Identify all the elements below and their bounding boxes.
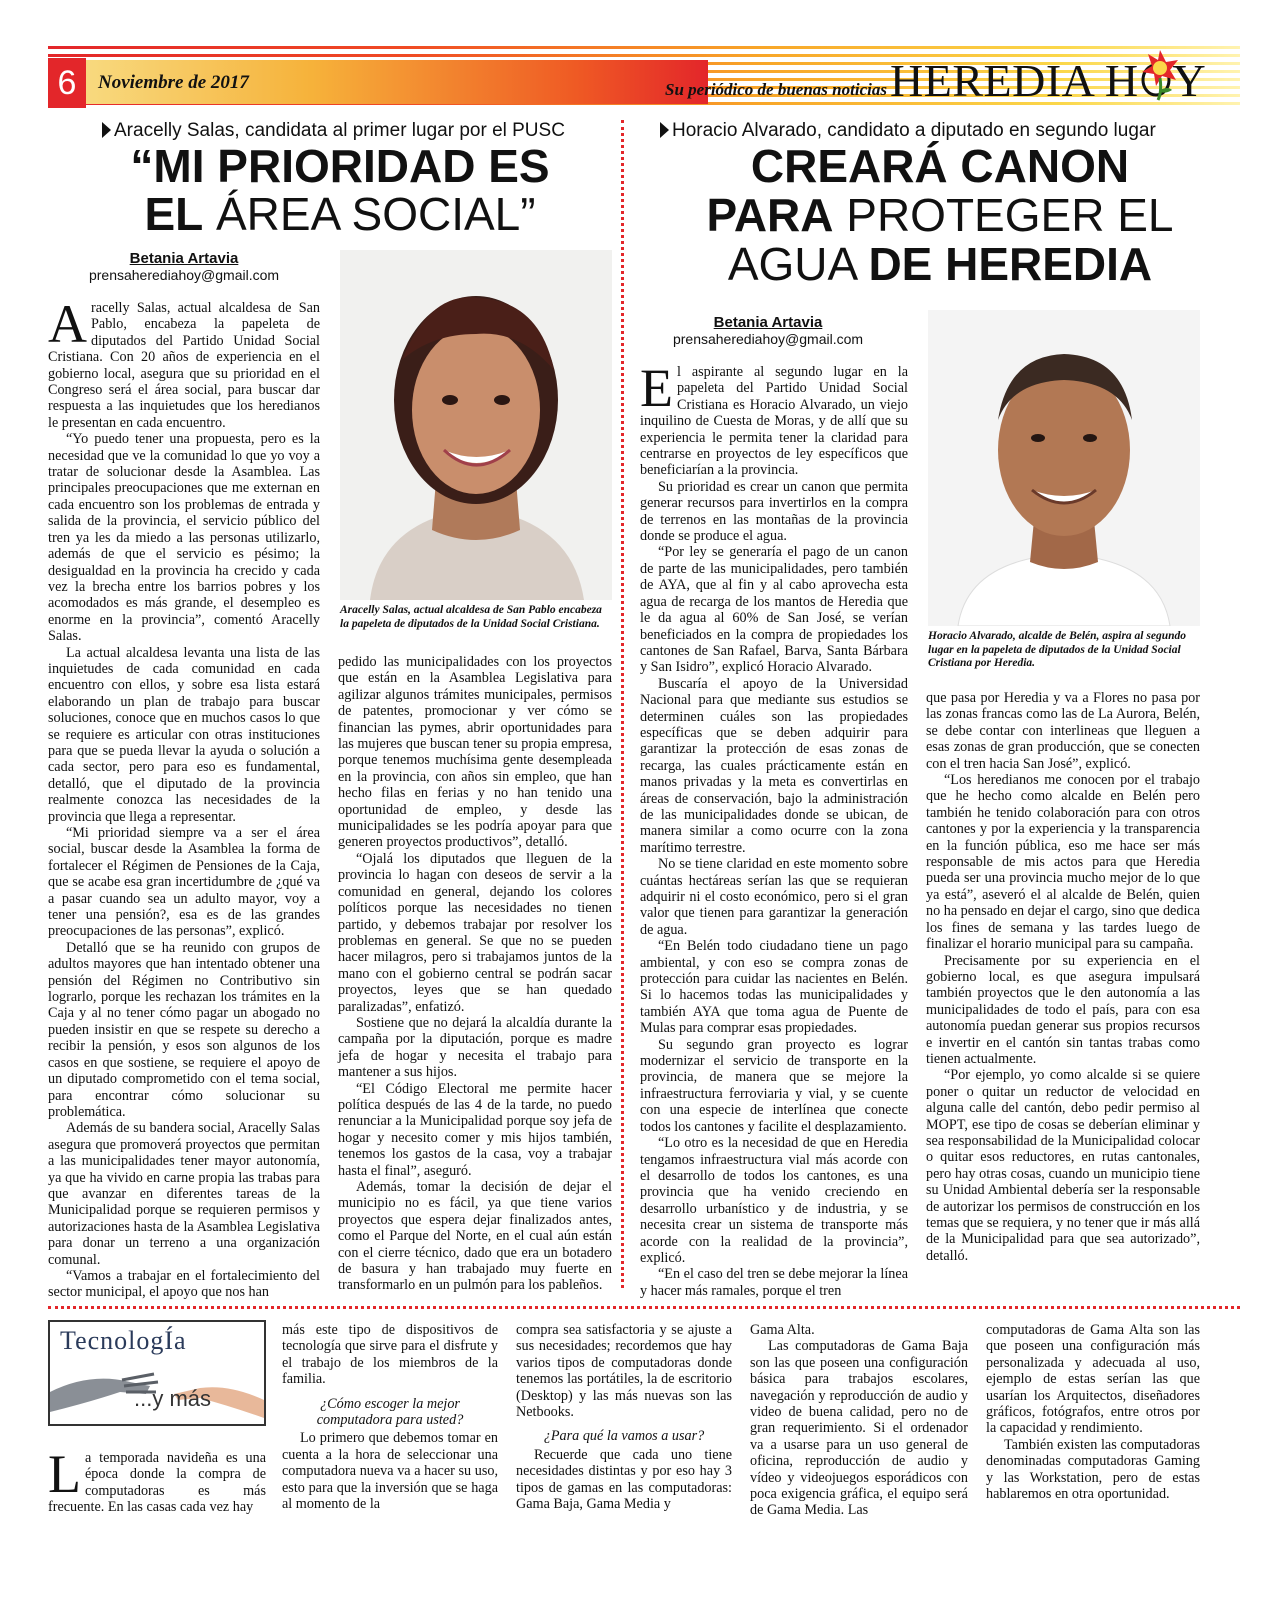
right-body-col1	[640, 358, 908, 1299]
left-byline	[64, 250, 304, 283]
tech-subhead-2: ¿Para qué la vamos a usar?	[543, 1428, 705, 1445]
tech-col4	[750, 1322, 968, 1519]
right-p4: Buscaría el apoyo de la Universidad Nacional para que mediante sus estudios se determinen cuáles son las propiedades específicas que se deben adquirir para garantizar la protección de esas zonas de recarga, las cuales prácticamente están en manos privadas y la meta es convertirlas en áreas de conservación, bajo la administración de las municipalidades donde se ubican, de manera similar a como ocurre con la zona marítimo terrestre.	[640, 675, 908, 856]
left-p5: Detalló que se ha reunido con grupos de adultos mayores que han intentado obtener una pensión del Régimen no Contributivo sin lograrlo, porque les rechazan los trámites en la Caja y al no tener cómo pagar un abogado no pueden insistir en que se respete su derecho a recibir la pensión, y esos son algunos de los casos en que sostiene, se requiere el apoyo de un diputado comprometido con el tema social, para encontrar cómo solucionar su problemática.	[48, 939, 320, 1120]
tech-p4: compra sea satisfactoria y se ajuste a sus necesidades; recordemos que hay varios tipos de computadoras donde tenemos las portátiles, la de escritorio (Desktop) y las más nuevas son las Netbooks.	[516, 1322, 732, 1421]
left-p6: Además de su bandera social, Aracelly Salas asegura que promoverá proyectos que permitan a las municipalidades tener mayor autonomía, ya que ha vivido en carne propia las trabas para que avanzar en diferentes tareas de la Municipalidad porque se requieren permisos y autorizaciones hasta de la Asamblea Legislativa para donar un terreno a una organización comunal.	[48, 1120, 320, 1268]
left-p4: “Mi prioridad siempre va a ser el área social, buscar desde la Asamblea la forma de fortalecer el Régimen de Pensiones de la Caja, que se acabe esa gran incertidumbre de ¿qué va a pasar cuando sea un adulto mayor, voy a tener una pensión?, esa es de las grandes preocupaciones de las personas”, explicó.	[48, 825, 320, 940]
right-p2: Su prioridad es crear un canon que permita generar recursos para invertirlos en la compra de terrenos en las montañas de la provincia donde se produce el agua.	[640, 478, 908, 545]
right-headline-line1: CREARÁ CANON	[750, 140, 1130, 192]
left-p1: racelly Salas, actual alcaldesa de San Pablo, encabeza la papeleta de diputados del Partido Unidad Social Cristiana. Con 20 años de experiencia en el gobierno local, asegura que su prioridad en el Congreso será el área social, para buscar dar respuesta a las inquietudes que los heredianos le presentan en cada encuentro.	[48, 300, 320, 431]
kicker-triangle-icon	[660, 122, 669, 138]
tecnologia-title: TecnologÍa	[60, 1326, 187, 1355]
tech-p2: más este tipo de dispositivos de tecnología que sirve para el disfrute y el trabajo de los miembros de la familia.	[282, 1322, 498, 1388]
tech-p7: Las computadoras de Gama Baja son las que poseen una configuración básica para trabajos escolares, navegación y reproducción de audio y video de buena calidad, pero no de gran requerimiento. Si el ordenador va a usarse para un uso general de oficina, reproducción de audio y vídeo y videojuegos esporádicos con poca exigencia gráfica, el equipo será de Gama Media. Las	[750, 1338, 968, 1519]
right-author-email[interactable]: prensaherediahoy@gmail.com	[672, 331, 864, 347]
right-p5: No se tiene claridad en este momento sobre cuántas hectáreas serían las que se requieran adquirir ni el costo económico, pero si el gran valor que tienen para garantizar la generación de agua.	[640, 856, 908, 938]
right-headline-line2-bold: PARA	[706, 189, 834, 241]
left-headline	[70, 142, 610, 238]
left-kicker-text: Aracelly Salas, candidata al primer lugar por el PUSC	[114, 120, 565, 141]
horacio-alvarado-photo	[928, 310, 1200, 626]
right-p7: Su segundo gran proyecto es lograr modernizar el servicio de transporte en la provincia, de manera que se mejore la infraestructura ferroviaria y vial, y se cuente con una especie de interlínea que conecte todos los cantones y facilite el desplazamiento.	[640, 1036, 908, 1135]
left-kicker	[102, 120, 565, 142]
masthead-text-a: HEREDIA H	[890, 55, 1139, 106]
right-kicker-text: Horacio Alvarado, candidato a diputado en segundo lugar	[672, 120, 1156, 141]
left-headline-line2-rest: ÁREA SOCIAL”	[203, 188, 536, 240]
right-p8: “Lo otro es la necesidad de que en Heredia tengamos infraestructura vial más acorde con el desarrollo de todos los cantones, es una provincia que ha venido creciendo en desarrollo urbanístico y de industria, y se necesita crear un sistema de transporte más acorde con la realidad de la provincia”, explicó.	[640, 1135, 908, 1266]
aracelly-salas-photo	[340, 250, 612, 600]
left-p11: “El Código Electoral me permite hacer política después de las 4 de la tarde, no puedo renunciar a la Municipalidad porque soy jefa de hogar y necesito comer y mis hijos también, tenemos los gastos de la casa, voy a trabajar hasta el final”, aseguró.	[338, 1080, 612, 1179]
right-byline	[648, 314, 888, 347]
tech-drop-cap: L	[48, 1444, 81, 1504]
kicker-triangle-icon	[102, 122, 111, 138]
left-p10: Sostiene que no dejará la alcaldía durante la campaña por la diputación, porque es madre jefa de hogar y necesita el trabajo para mantener a sus hijos.	[338, 1014, 612, 1081]
right-p11: “Los heredianos me conocen por el trabajo que he hecho como alcalde en Belén pero también he tenido colaboración para con otros cantones y por la experiencia y la transparencia en la función pública, eso me hace ser más responsable de mis actos para que Heredia pueda ser una provincia mucho mejor de lo que ya está”, aseveró el al alcalde de Belén, quien no ha pensado en dejar el cargo, sino que dedica los fines de semana y las tardes luego de finalizar el horario municipal para su campaña.	[926, 772, 1200, 953]
left-p12: Además, tomar la decisión de dejar el municipio no es fácil, ya que tiene varios proyectos que espera dejar finalizados antes, como el Parque del Norte, en el cual aún están con el cierre técnico, dado que era un botadero de basura y han trabajado muy fuerte en transformarlo en un pulmón para los pableños.	[338, 1179, 612, 1294]
right-headline-line2-rest: PROTEGER EL	[833, 189, 1174, 241]
left-photo-caption: Aracelly Salas, actual alcaldesa de San Pablo encabeza la papeleta de diputados de la Unidad Social Cristiana.	[340, 604, 602, 630]
tecnologia-logo	[48, 1320, 266, 1426]
flower-logo-icon	[1140, 48, 1180, 102]
right-headline	[640, 142, 1240, 289]
tecnologia-subtitle: ...y más	[134, 1386, 212, 1411]
page-number: 6	[48, 58, 86, 108]
left-p7: “Vamos a trabajar en el fortalecimiento del sector municipal, el apoyo que nos han	[48, 1267, 320, 1301]
left-p2: “Yo puedo tener una propuesta, pero es la necesidad que ve la comunidad lo que yo voy a tratar de solucionar desde la Asamblea. Las principales preocupaciones que me externan en cada encuentro son los problemas de entrada y salida de la provincia, el servicio público del tren ya les da miedo a las personas utilizarlo, además de que el servicio es pésimo; la desigualdad en la provincia ha crecido y cada vez la brecha entre los barrios pobres y los acomodados es más grande, el desempleo es enorme en la provincia”, comentó Aracelly Salas.	[48, 431, 320, 645]
tagline: Su periódico de buenas noticias	[665, 80, 887, 99]
tech-p6: Gama Alta.	[750, 1322, 815, 1338]
left-headline-line1: “MI PRIORIDAD ES	[130, 140, 550, 192]
section-separator	[48, 1306, 1240, 1309]
left-body-col2	[338, 654, 612, 1294]
right-headline-line3-bold: DE HEREDIA	[868, 238, 1153, 290]
right-body-col2	[926, 690, 1200, 1264]
left-p9: “Ojalá los diputados que lleguen de la provincia lo hagan con deseos de servir a la comunidad en general, dejando los colores políticos porque las necesidades no tienen partido, y debemos trabajar por resolver los problemas en general. Se que no se pueden hacer milagros, pero si trabajamos juntos de la mano con el gobierno central se podrán sacar proyectos, leyes que se han quedado paralizadas”, enfatizó.	[338, 850, 612, 1015]
right-headline-line3-rest: AGUA	[727, 238, 869, 290]
left-headline-line2-bold: EL	[144, 188, 204, 240]
right-kicker	[660, 120, 1156, 142]
tech-p1: a temporada navideña es una época donde la compra de computadoras es más frecuente. En las casas cada vez hay	[48, 1450, 266, 1516]
right-p9: “En el caso del tren se debe mejorar la línea y hacer más ramales, porque el tren	[640, 1266, 908, 1299]
right-drop-cap: E	[640, 358, 673, 418]
left-author: Betania Artavia	[129, 250, 239, 267]
left-drop-cap: A	[48, 294, 87, 354]
right-p1: l aspirante al segundo lugar en la papeleta del Partido Unidad Social Cristiana es Horacio Alvarado, un viejo inquilino de Cuesta de Moras, y de allí que su experiencia le permita tener la claridad para centrarse en proyectos de ley específicos que beneficiarían a la provincia.	[640, 364, 908, 479]
right-p6: “En Belén todo ciudadano tiene un pago ambiental, y con eso se compra zonas de protección para cuidar las nacientes en Belén. Si lo hacemos todas las municipalidades y también AYA que toma agua de Puente de Mulas para comprar esas propiedades.	[640, 938, 908, 1037]
left-p3: La actual alcaldesa levanta una lista de las inquietudes de cada comunidad en cada encuentro con ellos, y sobre esa lista estará elaborando un plan de trabajo para buscar soluciones, conoce que en muchos casos lo que se requiere es articular con otras instituciones para que se pueda llevar la ayuda o solución a cada sector, pero para eso es fundamental, detalló, que el diputado de la provincia realmente conozca las necesidades de la provincia que llega a representar.	[48, 644, 320, 825]
left-body-col1	[48, 294, 320, 1301]
tech-col1	[48, 1444, 266, 1516]
right-p10: que pasa por Heredia y va a Flores no pasa por las zonas francas como las de La Aurora, Belén, se debe contar con interlineas que lleguen a esas zonas de gran producción, que se conecten con el tren hacia San José”, explicó.	[926, 690, 1200, 772]
left-author-email[interactable]: prensaherediahoy@gmail.com	[88, 267, 280, 283]
masthead-text-b: Y	[1172, 55, 1207, 106]
right-author: Betania Artavia	[713, 314, 823, 331]
tech-p9: También existen las computadoras denominadas computadoras Gaming y las Workstation, pero de estas hablaremos en otra oportunidad.	[986, 1436, 1200, 1503]
left-p8: pedido las municipalidades con los proyectos que están en la Asamblea Legislativa para agilizar algunos trámites municipales, permisos de patentes, promocionar y ver cómo se financian las pymes, abrir oportunidades para las mujeres que buscan tener su propia empresa, porque tenemos muchísima gente desempleada en la provincia, con años sin empleo, que han hecho filas en ferias y no han tenido una oportunidad de empleo, y desde las municipalidades se les podría apoyar para que generen proyectos productivos”, detalló.	[338, 654, 612, 851]
tech-col5	[986, 1322, 1200, 1502]
tech-col2	[282, 1322, 498, 1512]
right-p12: Precisamente por su experiencia en el gobierno local, es que asegura impulsará también proyectos que le den autonomía a las municipalidades de todo el país, para con esa autonomía puedan generar sus propios recursos e invertir en el cantón sin tantas trabas como tienen actualmente.	[926, 952, 1200, 1067]
tech-p5: Recuerde que cada uno tiene necesidades distintas y por eso hay 3 tipos de gamas en las computadoras: Gama Baja, Gama Media y	[516, 1446, 732, 1513]
right-p13: “Por ejemplo, yo como alcalde si se quiere poner o quitar un reductor de velocidad en alguna calle del cantón, debo pedir permiso al MOPT, ese tipo de cosas se deberían eliminar y sea responsabilidad de la Municipalidad colocar o quitar esos reductores, en rutas cantonales, pero hay otras cosas, cuando un municipio tiene su Unidad Ambiental debería ser la responsable de autorizar los permisos de construcción en los temas que se requiera, y no tener que ir más allá de la Municipalidad para que sea autorizado”, detalló.	[926, 1067, 1200, 1264]
tech-col3	[516, 1322, 732, 1512]
tech-p3: Lo primero que debemos tomar en cuenta a la hora de seleccionar una computadora nueva va a hacer su uso, esto para que la inversión que se haga al momento de la	[282, 1430, 498, 1513]
issue-date: Noviembre de 2017	[98, 72, 249, 93]
right-photo-caption: Horacio Alvarado, alcalde de Belén, aspira al segundo lugar en la papeleta de diputados de la Unidad Social Cristiana por Heredia.	[928, 630, 1186, 669]
tech-subhead-1: ¿Cómo escoger la mejor computadora para usted?	[316, 1395, 464, 1429]
column-separator	[621, 120, 624, 1288]
right-p3: “Por ley se generaría el pago de un canon de parte de las municipalidades, pero también de AYA, que al fin y al cabo aprovecha esta agua de recarga de los mantos de Heredia que le da agua al 60% de San José, se verían beneficiados en la compra de propiedades los cantones de San Rafael, Barva, Santa Bárbara y San Isidro”, explicó Horacio Alvarado.	[640, 544, 908, 676]
tech-p8: computadoras de Gama Alta son las que poseen una configuración más personalizada y adecuada al uso, ejemplo de estas serían las que usarían los Arquitectos, diseñadores gráficos, fotógrafos, entre otros por la capacidad y rendimiento.	[986, 1322, 1200, 1437]
